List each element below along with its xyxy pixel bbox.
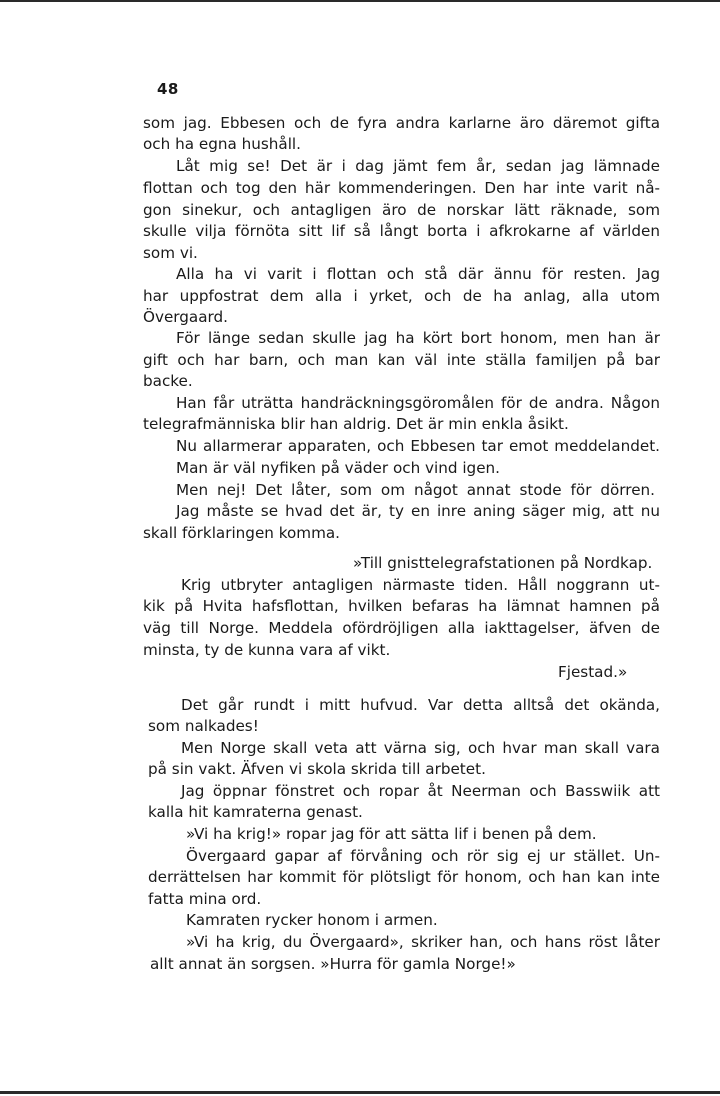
text-line: derrättelsen har kommit för plötsligt för honom, och han kan inte [148, 868, 660, 886]
text-line: minsta, ty de kunna vara af vikt. [143, 641, 391, 659]
text-line: Krig utbryter antagligen närmaste tiden. Håll noggrann ut- [181, 576, 660, 594]
bottom-edge-rule [0, 1091, 720, 1094]
text-line: Alla ha vi varit i flottan och stå där ännu för resten. Jag [176, 265, 660, 283]
text-line: har uppfostrat dem alla i yrket, och de ha anlag, alla utom [143, 287, 660, 305]
text-line: backe. [143, 372, 193, 390]
text-line: Övergaard. [143, 308, 228, 326]
text-line: Nu allarmerar apparaten, och Ebbesen tar emot meddelandet. [176, 437, 660, 455]
text-line: väg till Norge. Meddela ofördröjligen alla iakttagelser, äfven de [143, 619, 660, 637]
text-line: Kamraten rycker honom i armen. [186, 911, 438, 929]
text-line: kalla hit kamraterna genast. [148, 803, 363, 821]
text-line: »Vi ha krig!» ropar jag för att sätta lif i benen på dem. [186, 825, 597, 843]
text-line: Men nej! Det låter, som om något annat stode för dörren. [176, 481, 655, 499]
text-line: på sin vakt. Äfven vi skola skrida till arbetet. [148, 760, 486, 778]
top-edge-rule [0, 0, 720, 2]
text-line: som jag. Ebbesen och de fyra andra karlarne äro däremot gifta [143, 114, 660, 132]
text-line: som nalkades! [148, 717, 259, 735]
text-line: och ha egna hushåll. [143, 135, 301, 153]
text-line: Det går rundt i mitt hufvud. Var detta alltså det okända, [181, 696, 660, 714]
text-line: Jag öppnar fönstret och ropar åt Neerman och Basswiik att [181, 782, 660, 800]
text-line: gon sinekur, och antagligen äro de norskar lätt räknade, som [143, 201, 660, 219]
text-line: telegrafmänniska blir han aldrig. Det är min enkla åsikt. [143, 415, 569, 433]
text-line: som vi. [143, 244, 198, 262]
text-line: »Vi ha krig, du Övergaard», skriker han, och hans röst låter [186, 933, 660, 951]
text-line: »Till gnisttelegrafstationen på Nordkap. [353, 554, 653, 572]
signature-line: Fjestad.» [558, 663, 628, 681]
text-line: Man är väl nyfiken på väder och vind igen. [176, 459, 500, 477]
text-line: allt annat än sorgsen. »Hurra för gamla Norge!» [150, 955, 516, 973]
text-line: skulle vilja förnöta sitt lif så långt borta i afkrokarne af världen [143, 222, 660, 240]
text-line: Jag måste se hvad det är, ty en inre aning säger mig, att nu [176, 502, 660, 520]
text-line: För länge sedan skulle jag ha kört bort honom, men han är [176, 329, 660, 347]
text-line: Han får uträtta handräckningsgöromålen för de andra. Någon [176, 394, 660, 412]
page-number: 48 [157, 80, 179, 98]
text-line: gift och har barn, och man kan väl inte ställa familjen på bar [143, 351, 660, 369]
text-line: Låt mig se! Det är i dag jämt fem år, sedan jag lämnade [176, 157, 660, 175]
text-line: fatta mina ord. [148, 890, 262, 908]
text-line: flottan och tog den här kommenderingen. Den har inte varit nå- [143, 179, 660, 197]
text-line: Men Norge skall veta att värna sig, och hvar man skall vara [181, 739, 660, 757]
text-line: Övergaard gapar af förvåning och rör sig ej ur stället. Un- [186, 847, 660, 865]
text-line: kik på Hvita hafsflottan, hvilken befaras ha lämnat hamnen på [143, 597, 660, 615]
text-line: skall förklaringen komma. [143, 524, 341, 542]
